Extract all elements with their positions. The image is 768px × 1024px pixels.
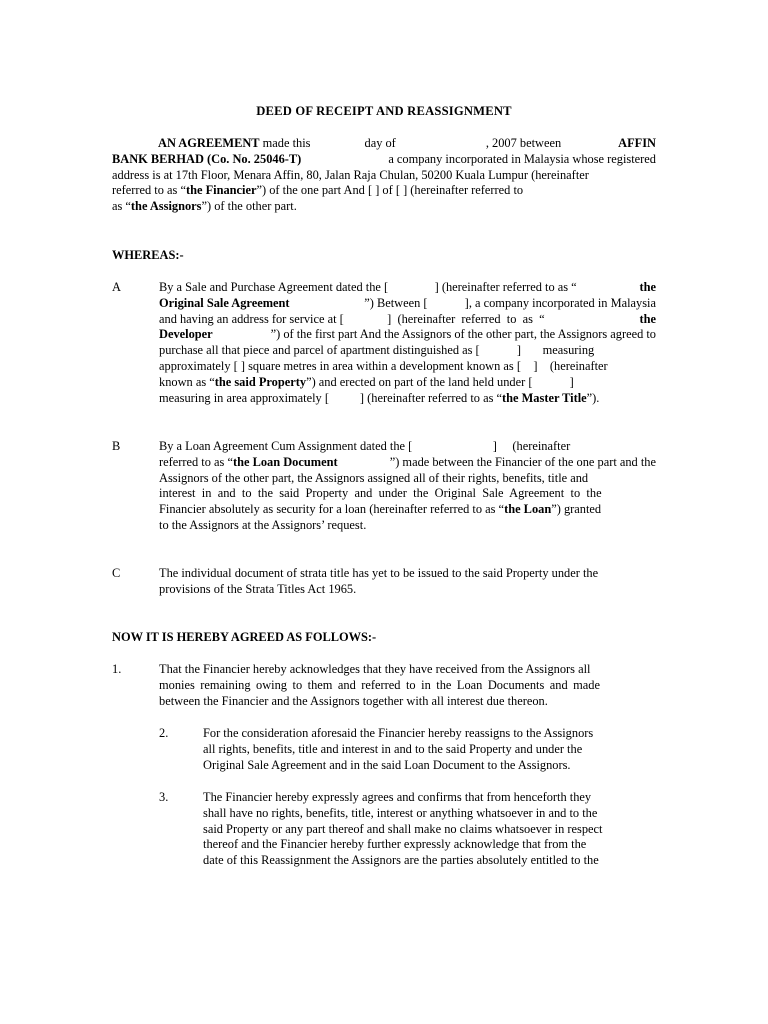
day-of-text: day of (364, 136, 396, 150)
clause-1-label: 1. (112, 662, 122, 676)
said-property-term: the said Property (214, 374, 307, 389)
clause-2-text (203, 726, 656, 773)
intro-line-4b: ”) of the one part And [ ] of [ ] (hereinafter referred to (256, 183, 524, 198)
recital-a-line-2 (159, 296, 656, 312)
recital-a-line-8 (159, 391, 656, 407)
the-financier-term: the Financier (185, 183, 257, 198)
recital-a-line-1 (159, 280, 656, 296)
whereas-heading: WHEREAS:- (112, 248, 184, 262)
recital-b-line-2 (159, 455, 656, 471)
intro-line-5a: as “ (112, 199, 131, 214)
recital-c-label: C (112, 566, 121, 580)
clause-3-line-5: date of this Reassignment the Assignors are the parties absolutely entitled to the (203, 853, 599, 868)
clause-1-line-1: That the Financier hereby acknowledges that they have received from the Assignors all (159, 662, 591, 676)
the-loan-term: the Loan (504, 502, 552, 517)
recital-b-line-1: By a Loan Agreement Cum Assignment dated the [ ] (hereinafter (159, 439, 571, 453)
developer-term: Developer (159, 327, 213, 342)
the-assignors-term: the Assignors (130, 199, 202, 214)
clause-2-label: 2. (159, 726, 169, 740)
financier-name-part1: AFFIN (618, 136, 656, 150)
recital-a-line-4 (159, 327, 656, 343)
recital-a-line-1-bold: the (639, 280, 656, 294)
recital-a-line-3 (159, 312, 656, 328)
agreed-heading: NOW IT IS HEREBY AGREED AS FOLLOWS:- (112, 630, 377, 644)
agreement-label: AN AGREEMENT (158, 136, 260, 150)
clause-1-line-2: monies remaining owing to them and referred to in the Loan Documents and made (159, 677, 601, 692)
recital-c-line-2: provisions of the Strata Titles Act 1965. (159, 581, 357, 596)
recital-c-line-1: The individual document of strata title has yet to be issued to the said Property under the (159, 566, 599, 580)
recital-a-line-8a: measuring in area approximately [ ] (hereinafter referred to as “ (159, 390, 502, 405)
intro-line-2 (112, 152, 656, 168)
document-title: DEED OF RECEIPT AND REASSIGNMENT (256, 104, 512, 118)
clause-3-label: 3. (159, 790, 169, 804)
clause-3-line-1: The Financier hereby expressly agrees and confirms that from henceforth they (203, 790, 592, 804)
recital-b-line-3: Assignors of the other part, the Assignors assigned all of their rights, benefits, title and (159, 470, 589, 485)
made-this-text: made this (262, 136, 311, 150)
clause-1-text (159, 662, 656, 709)
intro-line-1 (112, 136, 656, 152)
clause-1-line-3: between the Financier and the Assignors together with all interest due thereon. (159, 693, 548, 708)
intro-paragraph (112, 136, 656, 215)
recital-a-line-3-text: and having an address for service at [ ] (hereinafter referred to as “ (159, 311, 545, 326)
recital-a-line-6: approximately [ ] square metres in area within a development known as [ ] (hereinafter (159, 358, 608, 373)
recital-a-line-8c: ”). (586, 390, 600, 405)
recital-c-text (159, 566, 656, 598)
recital-a-text (159, 280, 656, 406)
recital-a-line-3-bold: the (639, 311, 656, 326)
clause-2-line-2: all rights, benefits, title and interest in and to the said Property and under the (203, 741, 583, 756)
recital-b-line-6: to the Assignors at the Assignors’ request. (159, 517, 367, 532)
clause-2-line-1: For the consideration aforesaid the Financier hereby reassigns to the Assignors (203, 726, 594, 740)
intro-line-4a: referred to as “ (112, 183, 186, 198)
recital-b-text (159, 439, 656, 534)
recital-a-line-2-text: ”) Between [ ], a company incorporated in Malaysia (364, 295, 656, 310)
clause-3-line-3: said Property or any part thereof and shall make no claims whatsoever in respect (203, 821, 603, 836)
recital-b-line-5c: ”) granted (551, 502, 602, 517)
recital-b-line-5a: Financier absolutely as security for a loan (hereinafter referred to as “ (159, 502, 505, 517)
intro-line-2-rest: a company incorporated in Malaysia whose registered (388, 151, 656, 166)
recital-b-line-2c: ”) made between the Financier of the one part and the (389, 454, 656, 469)
clause-3-text (203, 790, 656, 869)
clause-2-line-3: Original Sale Agreement and in the said Loan Document to the Assignors. (203, 757, 571, 772)
recital-a-line-7a: known as “ (159, 374, 215, 389)
recital-a-line-1-text: By a Sale and Purchase Agreement dated the [ ] (hereinafter referred to as “ (159, 280, 577, 294)
clause-3-line-4: thereof and the Financier hereby further expressly acknowledge that from the (203, 837, 587, 852)
recital-b-line-5 (159, 502, 656, 518)
financier-name-part2: BANK BERHAD (Co. No. 25046-T) (112, 151, 302, 166)
recital-a-line-5: purchase all that piece and parcel of apartment distinguished as [ ] measuring (159, 343, 595, 358)
recital-a-line-4-text: ”) of the first part And the Assignors of the other part, the Assignors agreed to (270, 327, 656, 342)
intro-line-5b: ”) of the other part. (201, 199, 297, 214)
master-title-term: the Master Title (502, 390, 587, 405)
intro-line-4 (112, 183, 656, 199)
original-sale-agreement-term: Original Sale Agreement (159, 295, 290, 310)
intro-line-5 (112, 199, 656, 215)
recital-a-line-7 (159, 375, 656, 391)
recital-b-line-2a: referred to as “ (159, 454, 233, 469)
recital-a-line-7c: ”) and erected on part of the land held under [ ] (306, 374, 574, 389)
intro-line-3: address is at 17th Floor, Menara Affin, 80, Jalan Raja Chulan, 50200 Kuala Lumpur (hereinafter (112, 167, 589, 182)
clause-3-line-2: shall have no rights, benefits, title, interest or anything whatsoever in and to the (203, 805, 598, 820)
recital-b-label: B (112, 439, 121, 453)
loan-document-term: the Loan Document (232, 454, 338, 469)
year-text: , 2007 between (485, 136, 562, 150)
recital-b-line-4: interest in and to the said Property and under the Original Sale Agreement to the (159, 486, 602, 501)
recital-a-label: A (112, 280, 121, 294)
